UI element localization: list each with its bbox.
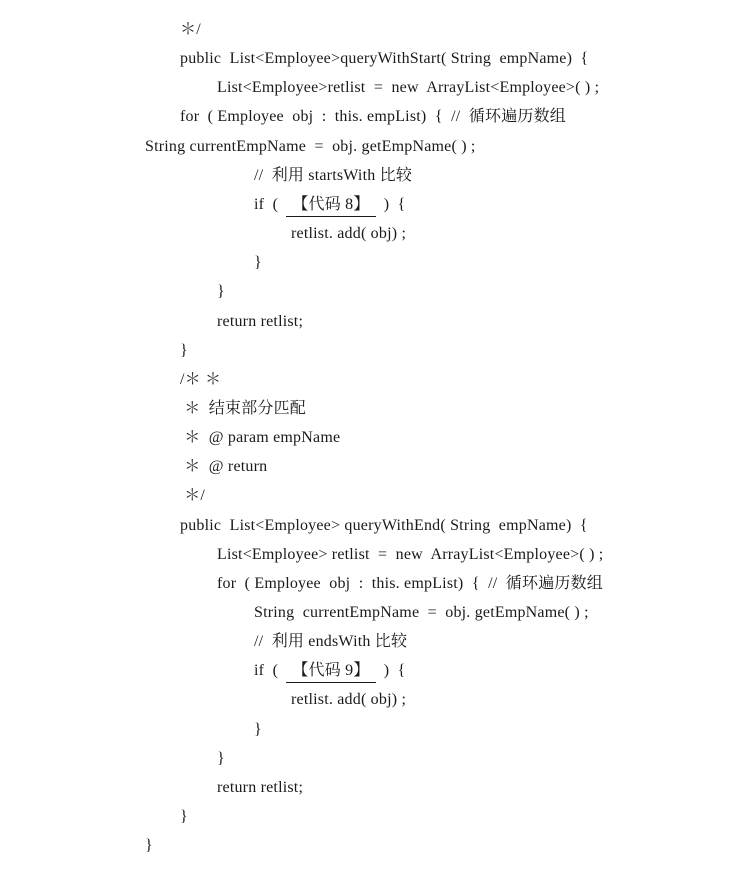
code-line: ＊ 结束部分匹配 [180, 399, 307, 417]
code-line: public List<Employee>queryWithStart( String empName) { [180, 50, 589, 68]
code-line: ＊/ [180, 487, 206, 505]
code-line [254, 656, 406, 685]
code-line: List<Employee> retlist = new ArrayList<Employee>( ) ; [217, 545, 604, 563]
blank-label: 【代码 9】 [292, 662, 370, 680]
code-line: } [180, 808, 188, 826]
code-line: return retlist; [217, 312, 304, 330]
blank-label: 【代码 8】 [292, 195, 370, 213]
code-line: return retlist; [217, 778, 304, 796]
code-line: public List<Employee> queryWithEnd( String empName) { [180, 516, 588, 534]
code-line: ＊/ [180, 21, 201, 38]
code-line: } [217, 283, 225, 301]
code-text: ) { [379, 662, 406, 680]
code-line: } [254, 254, 262, 272]
code-line: } [180, 341, 188, 359]
code-line: for ( Employee obj : this. empList) { // 循环遍历数组 [180, 108, 566, 126]
code-line: /＊ ＊ [180, 370, 222, 388]
code-line: String currentEmpName = obj. getEmpName( ) ; [145, 137, 476, 155]
code-line: for ( Employee obj : this. empList) { // 循环遍历数组 [217, 574, 603, 592]
code-text: ) { [379, 195, 406, 213]
code-line: } [217, 749, 225, 767]
code-line: } [145, 837, 153, 855]
code-line: // 利用 endsWith 比较 [254, 633, 408, 651]
code-line: retlist. add( obj) ; [291, 691, 407, 709]
code-line: List<Employee>retlist = new ArrayList<Employee>( ) ; [217, 79, 600, 97]
code-line: // 利用 startsWith 比较 [254, 166, 413, 184]
code-line: } [254, 720, 262, 738]
code-line [254, 190, 406, 219]
code-line: ＊ @ param empName [180, 429, 341, 447]
fill-in-blank [286, 194, 375, 217]
fill-in-blank [286, 660, 375, 683]
code-text: if ( [254, 662, 283, 680]
code-text: if ( [254, 195, 283, 213]
code-line: ＊ @ return [180, 458, 268, 476]
code-line: String currentEmpName = obj. getEmpName( ) ; [254, 604, 589, 621]
code-line: retlist. add( obj) ; [291, 225, 407, 243]
